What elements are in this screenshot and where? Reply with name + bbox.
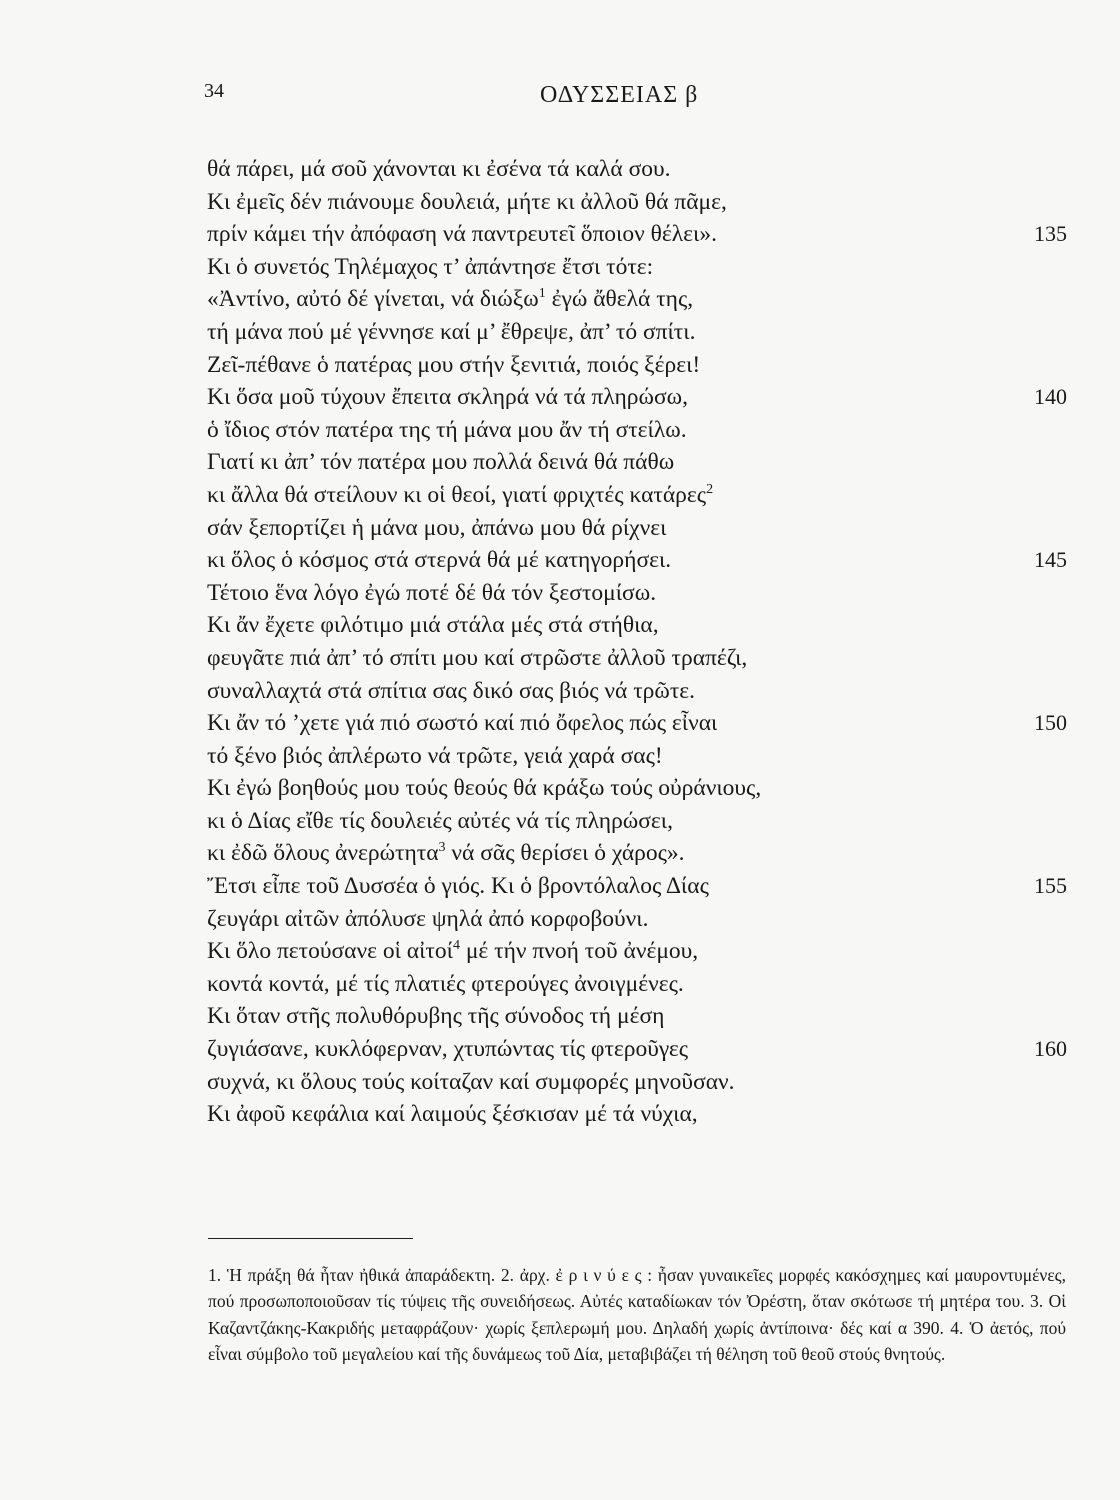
- verse-line: [207, 349, 1067, 382]
- verse-line: [207, 805, 1067, 838]
- verse-text: θά πάρει, μά σοῦ χάνονται κι ἐσένα τά καλά σου.: [207, 156, 671, 182]
- verse-line: [207, 740, 1067, 773]
- verse-text: Τέτοιο ἕνα λόγο ἐγώ ποτέ δέ θά τόν ξεστομίσω.: [207, 579, 657, 606]
- verse-line: [207, 283, 1067, 316]
- verse-text: Κι ἄν τό ’χετε γιά πιό σωστό καί πιό ὄφελος πώς εἶναι: [207, 710, 718, 737]
- verse-text: συχνά, κι ὅλους τούς κοίταζαν καί συμφορές μηνοῦσαν.: [207, 1068, 735, 1095]
- page-number: 34: [204, 80, 224, 102]
- verse-line: [207, 479, 1067, 512]
- verse-text: Κι ὅσα μοῦ τύχουν ἔπειτα σκληρά νά τά πληρώσω,: [207, 384, 688, 411]
- verse-text: Κι ἐμεῖς δέν πιάνουμε δουλειά, μήτε κι ἀλλοῦ θά πᾶμε,: [207, 188, 727, 215]
- verse-text: Κι ὅταν στῆς πολυθόρυβης τῆς σύνοδος τή μέση: [207, 1003, 665, 1030]
- verse-text: σάν ξεπορτίζει ἡ μάνα μου, ἀπάνω μου θά ρίχνει: [207, 514, 667, 541]
- verse-line: [207, 968, 1067, 1001]
- verse-text: Κι ἐγώ βοηθούς μου τούς θεούς θά κράξω τούς οὐράνιους,: [207, 775, 762, 802]
- verse-text: Κι ἀφοῦ κεφάλια καί λαιμούς ξέσκισαν μέ τά νύχια,: [207, 1101, 698, 1128]
- line-number: 140: [1034, 384, 1067, 410]
- verse-text: πρίν κάμει τήν ἀπόφαση νά παντρευτεῖ ὅποιον θέλει».: [207, 221, 717, 248]
- footnote-rule: [208, 1238, 413, 1239]
- verse-line: [207, 577, 1067, 610]
- verse-line: [207, 512, 1067, 545]
- verse-text: Γιατί κι ἀπ’ τόν πατέρα μου πολλά δεινά θά πάθω: [207, 449, 675, 476]
- verse-text: ζυγιάσανε, κυκλόφερναν, χτυπώντας τίς φτεροῦγες: [207, 1036, 689, 1063]
- verse-text: φευγᾶτε πιά ἀπ’ τό σπίτι μου καί στρῶστε ἀλλοῦ τραπέζι,: [207, 644, 748, 671]
- footnotes: [208, 1262, 1066, 1368]
- footnote-marker: 1: [538, 286, 546, 302]
- footnote-text: 1. Ἡ πράξη θά ἦταν ἠθικά ἀπαράδεκτη. 2. ἀρχ. ἐ ρ ι ν ύ ε ς : ἦσαν γυναικεῖες μορφές κακόσχημες καί μαυροντυμένες, πού προσωποποιοῦσαν τίς τύψεις τῆς συνειδήσεως. Αὐτές καταδίωκαν τόν Ὀρέστη, ὅταν σκότωσε τή μητέρα του. 3. Οἱ Καζαντζάκης-Κακριδής μεταφράζουν· χωρίς ξεπλερωμή μου. Δηλαδή χωρίς ἀντίποινα· δές καί α 390. 4. Ὁ ἀετός, πού εἶναι σύμβολο τοῦ μεγαλείου καί τῆς δυνάμεως τοῦ Δία, μεταβιβάζει τή θέληση τοῦ θεοῦ στούς θνητούς.: [208, 1265, 1066, 1365]
- footnote-marker: 4: [452, 938, 460, 954]
- verse-text: ζευγάρι αἰτῶν ἀπόλυσε ψηλά ἀπό κορφοβούνι.: [207, 905, 649, 932]
- verse-line: [207, 251, 1067, 284]
- verse-text: Ζεῖ-πέθανε ὁ πατέρας μου στήν ξενιτιά, ποιός ξέρει!: [207, 351, 701, 378]
- verse-text: κι ἐδῶ ὅλους ἀνερώτητα$^3$ νά σᾶς θερίσει ὁ χάρος».: [207, 840, 685, 867]
- verse-text: κι ὅλος ὁ κόσμος στά στερνά θά μέ κατηγορήσει.: [207, 547, 672, 574]
- verse-line: [207, 1098, 1067, 1131]
- verse-line: [207, 1033, 1067, 1066]
- verse-line: [207, 903, 1067, 936]
- verse-text: Κι ὅλο πετούσανε οἱ αἰτοί$^4$ μέ τήν πνοή τοῦ ἀνέμου,: [207, 938, 699, 965]
- footnote-marker: 2: [706, 481, 714, 497]
- verse-line: [207, 414, 1067, 447]
- verse-line: [207, 381, 1067, 414]
- verse-line: [207, 1066, 1067, 1099]
- footnote-marker: 3: [438, 840, 446, 856]
- verse-line: [207, 772, 1067, 805]
- verse-line: [207, 675, 1067, 708]
- line-number: 155: [1034, 873, 1067, 899]
- running-title: ΟΔΥΣΣΕΙΑΣ β: [540, 82, 699, 108]
- verse-line: [207, 544, 1067, 577]
- verse-text: ὁ ἴδιος στόν πατέρα της τή μάνα μου ἄν τή στείλω.: [207, 416, 687, 443]
- verse-line: [207, 935, 1067, 968]
- verse-line: [207, 609, 1067, 642]
- verse-text: Ἔτσι εἶπε τοῦ Δυσσέα ὁ γιός. Κι ὁ βροντόλαλος Δίας: [207, 873, 709, 900]
- verse-line: [207, 1000, 1067, 1033]
- verse-text: κι ὁ Δίας εἴθε τίς δουλειές αὐτές νά τίς πληρώσει,: [207, 807, 673, 834]
- line-number: 135: [1034, 221, 1067, 247]
- verse-text: Κι ὁ συνετός Τηλέμαχος τ’ ἀπάντησε ἔτσι τότε:: [207, 253, 654, 280]
- verse-line: [207, 446, 1067, 479]
- verse-line: [207, 186, 1067, 219]
- verse-text: «Ἀντίνο, αὐτό δέ γίνεται, νά διώξω$^1$ ἐγώ ἄθελά της,: [207, 286, 694, 313]
- verse-block: [207, 153, 1067, 1131]
- verse-text: Κι ἄν ἔχετε φιλότιμο μιά στάλα μές στά στήθια,: [207, 612, 659, 639]
- verse-line: [207, 870, 1067, 903]
- verse-text: τή μάνα πού μέ γέννησε καί μ’ ἔθρεψε, ἀπ’ τό σπίτι.: [207, 318, 696, 345]
- verse-line: [207, 153, 1067, 186]
- verse-line: [207, 316, 1067, 349]
- verse-text: κι ἄλλα θά στείλουν κι οἱ θεοί, γιατί φριχτές κατάρες$^2$: [207, 481, 714, 508]
- verse-text: συναλλαχτά στά σπίτια σας δικό σας βιός νά τρῶτε.: [207, 677, 696, 704]
- line-number: 150: [1034, 710, 1067, 736]
- verse-line: [207, 707, 1067, 740]
- verse-text: κοντά κοντά, μέ τίς πλατιές φτερούγες ἀνοιγμένες.: [207, 970, 684, 997]
- line-number: 160: [1034, 1036, 1067, 1062]
- verse-line: [207, 837, 1067, 870]
- verse-line: [207, 642, 1067, 675]
- verse-text: τό ξένο βιός ἀπλέρωτο νά τρῶτε, γειά χαρά σας!: [207, 742, 663, 769]
- verse-line: [207, 218, 1067, 251]
- line-number: 145: [1034, 547, 1067, 573]
